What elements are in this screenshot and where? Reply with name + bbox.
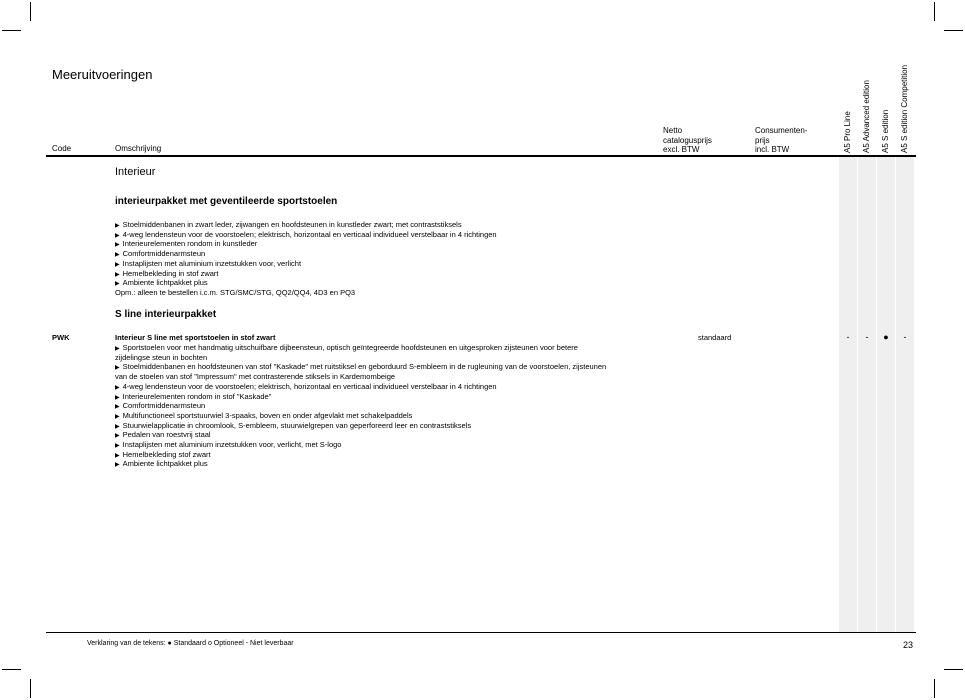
edition-header: A5 Advanced edition (862, 80, 871, 153)
bullet-item: ▶ Hemelbekleding in stof zwart (115, 268, 219, 278)
bullet-triangle-icon: ▶ (115, 271, 120, 278)
crop-mark (944, 30, 963, 31)
page-title: Meeruitvoeringen (52, 67, 153, 82)
bullet-item: ▶ Comfortmiddenarmsteun (115, 401, 206, 411)
bullet-triangle-icon: ▶ (115, 443, 120, 449)
continuation-line: zijdelingse steun in bochten (115, 352, 208, 362)
crop-mark (934, 679, 935, 698)
bullet-triangle-icon: ▶ (115, 365, 120, 372)
bullet-item: ▶ Ambiente lichtpakket plus (115, 278, 208, 288)
package-title: interieurpakket met geventileerde sportstoelen (115, 196, 338, 207)
bullet-item: ▶ 4-weg lendensteun voor de voorstoelen; elektrisch, horizontaal en verticaal individueel verstelbaar in 4 richtingen (115, 229, 497, 239)
bullet-triangle-icon: ▶ (115, 423, 120, 430)
continuation-line: van de stoelen van stof "Impressum" met contrasterende stiksels in Kardemombeige (115, 372, 396, 382)
option-price: standaard (698, 333, 732, 342)
package-title: S line interieurpakket (115, 309, 217, 320)
crop-mark (2, 669, 21, 670)
legend: Verklaring van de tekens: ● Standaard o Optioneel - Niet leverbaar (87, 640, 294, 647)
bullet-item: ▶ Sportstoelen voor met handmatig uitschuifbare dijbeensteun, optisch geïntegreerde hoofdsteunen en uitgesproken zijsteunen voor betere (115, 343, 578, 352)
bullet-triangle-icon: ▶ (115, 346, 120, 352)
bullet-triangle-icon: ▶ (115, 384, 120, 391)
bullet-triangle-icon: ▶ (115, 252, 120, 259)
bullet-item: ▶ Stuurwielapplicatie in chroomlook, S-embleem, stuurwielgrepen van geperforeerd leer en contraststiksels (115, 420, 472, 430)
bullet-item: ▶ Comfortmiddenarmsteun (115, 249, 206, 259)
continuation-line: Opm.: alleen te bestellen i.c.m. STG/SMC/STG, QQ2/QQ4, 4D3 en PQ3 (115, 287, 356, 297)
edition-column-shade (877, 157, 895, 632)
bullet-item: ▶ Multifunctioneel sportstuurwiel 3-spaaks, boven en onder afgevlakt met schakelpaddels (115, 410, 413, 420)
bullet-triangle-icon: ▶ (115, 433, 120, 440)
crop-mark (934, 2, 935, 21)
bullet-item: ▶ Pedalen van roestvrij staal (115, 430, 211, 440)
bullet-item: ▶ Hemelbekleding stof zwart (115, 449, 211, 459)
bullet-triangle-icon: ▶ (115, 232, 120, 239)
bullet-triangle-icon: ▶ (115, 261, 120, 268)
bullet-triangle-icon: ▶ (115, 281, 120, 288)
header-price-excl: Netto catalogusprijs excl. BTW (663, 126, 712, 154)
bullet-item: ▶ Interieurelementen rondom in stof "Kaskade" (115, 391, 272, 401)
option-code: PWK (52, 333, 70, 342)
bullet-item: ▶ Instaplijsten met aluminium inzetstukken voor, verlicht, met S-logo (115, 440, 342, 449)
bullet-item: ▶ Stoelmiddenbanen en hoofdsteunen van stof "Kaskade" met ruitstiksel en geborduurd S-embleem in de rugleuning van de voorstoelen, zijsteunen (115, 362, 607, 372)
crop-mark (30, 679, 31, 698)
footer-rule (46, 632, 916, 633)
page-number: 23 (903, 640, 914, 650)
edition-column-shade (839, 157, 857, 632)
bullet-item: ▶ Stoelmiddenbanen in zwart leder, zijwangen en hoofdsteunen in kunstleder zwart; met contraststiksels (115, 220, 462, 229)
availability-marker: ● (883, 332, 889, 342)
bullet-item: ▶ Ambiente lichtpakket plus (115, 459, 208, 469)
header-price-incl: Consumenten- prijs incl. BTW (755, 126, 808, 154)
edition-header: A5 Pro Line (843, 111, 852, 153)
bullet-triangle-icon: ▶ (115, 404, 120, 411)
header-rule (46, 155, 916, 157)
crop-mark (944, 669, 963, 670)
bullet-triangle-icon: ▶ (115, 462, 120, 469)
crop-mark (30, 2, 31, 21)
header-code: Code (52, 144, 72, 153)
bullet-item: ▶ Interieurelementen rondom in kunstleder (115, 239, 258, 249)
bullet-triangle-icon: ▶ (115, 452, 120, 459)
crop-mark (2, 30, 21, 31)
option-title: Interieur S line met sportstoelen in stof zwart (115, 333, 276, 342)
bullet-triangle-icon: ▶ (115, 242, 120, 249)
section-title: Interieur (115, 166, 156, 178)
header-description: Omschrijving (115, 144, 162, 153)
edition-column-shade (858, 157, 876, 632)
bullet-triangle-icon: ▶ (115, 413, 120, 420)
availability-marker: - (846, 332, 850, 342)
edition-header: A5 S edition Competition (900, 64, 909, 153)
edition-column-shade (896, 157, 914, 632)
bullet-triangle-icon: ▶ (115, 394, 120, 401)
availability-marker: - (903, 332, 907, 342)
bullet-triangle-icon: ▶ (115, 223, 120, 229)
bullet-item: ▶ 4-weg lendensteun voor de voorstoelen; elektrisch, horizontaal en verticaal individueel verstelbaar in 4 richtingen (115, 381, 497, 391)
availability-marker: - (865, 332, 869, 342)
bullet-item: ▶ Instaplijsten met aluminium inzetstukken voor, verlicht (115, 258, 302, 268)
edition-header: A5 S edition (881, 109, 890, 153)
